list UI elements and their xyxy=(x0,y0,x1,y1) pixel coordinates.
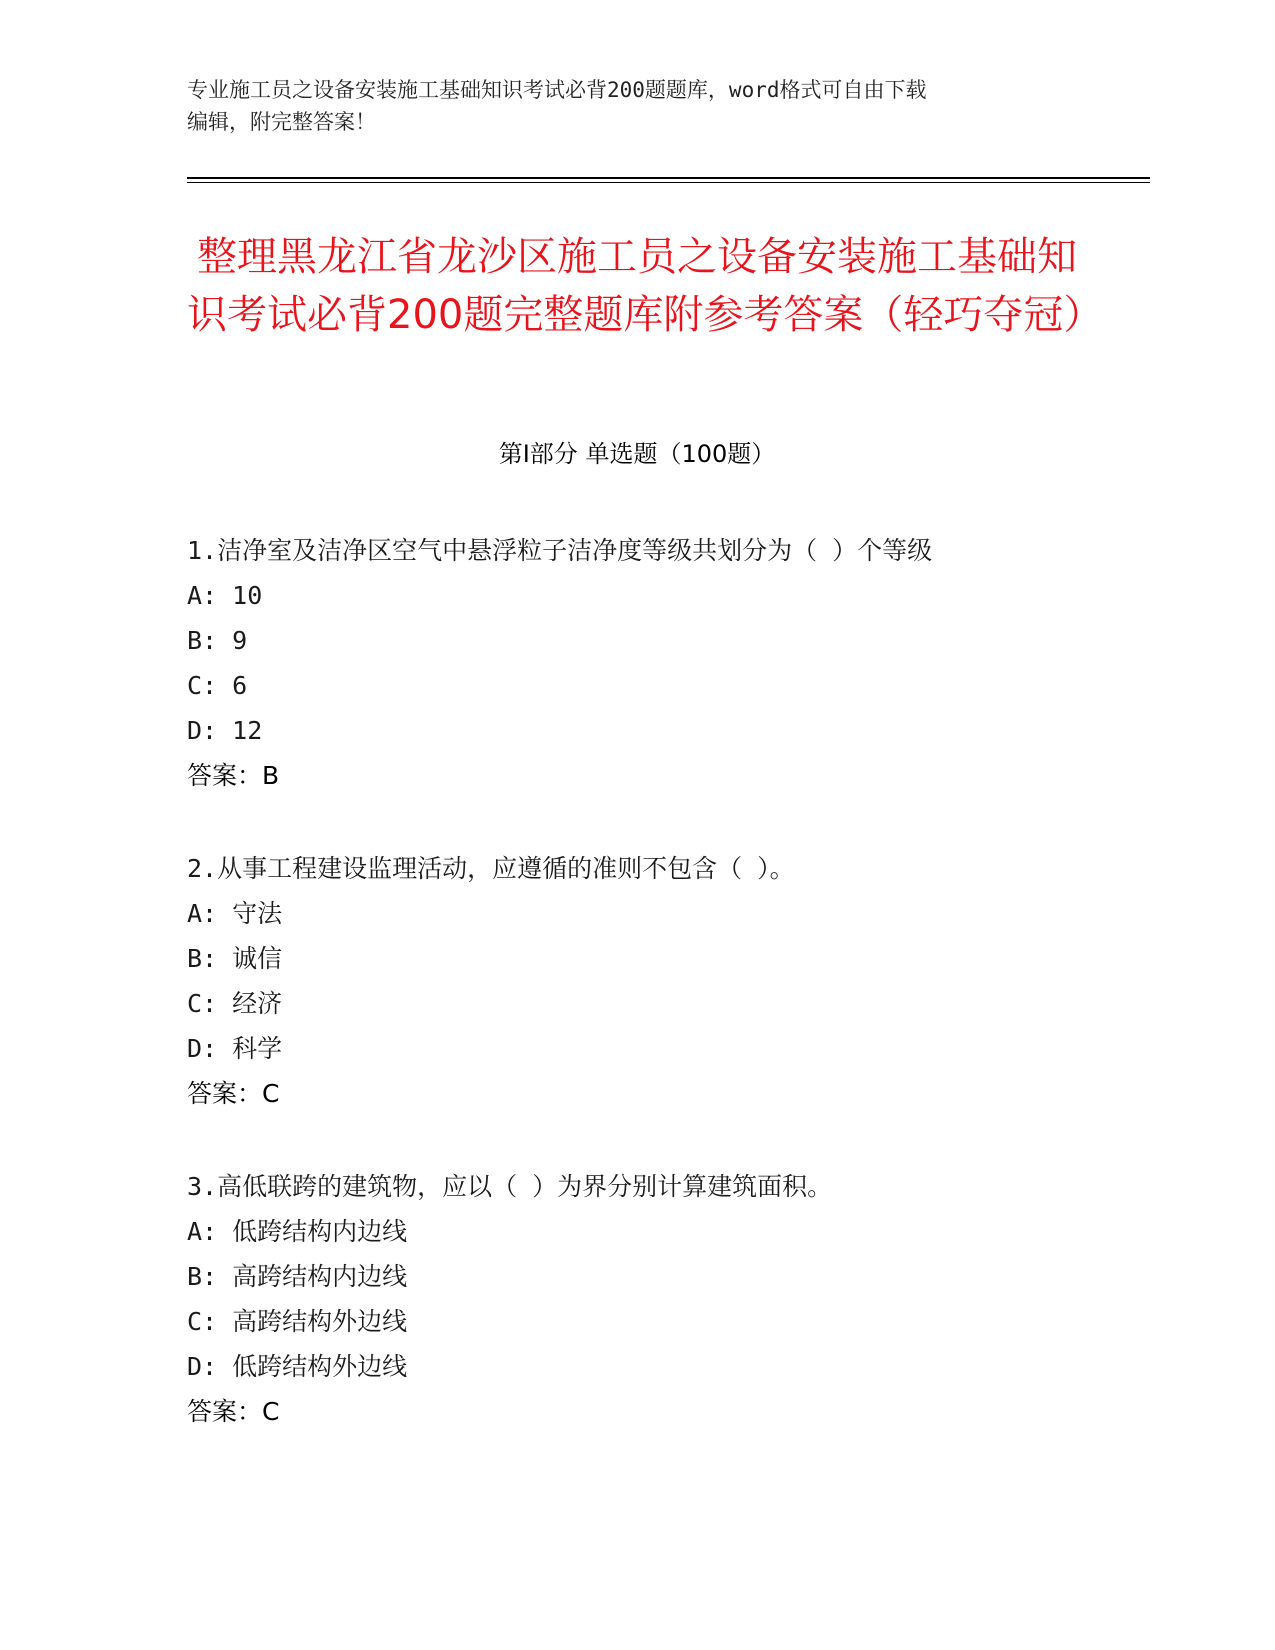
option-d: D: 低跨结构外边线 xyxy=(187,1352,408,1381)
option-d: D: 科学 xyxy=(187,1034,283,1063)
option-b: B: 9 xyxy=(187,626,248,655)
option-a: A: 10 xyxy=(187,581,263,610)
option-d: D: 12 xyxy=(187,716,263,745)
header-rule-thick xyxy=(187,177,1150,179)
option-c: C: 高跨结构外边线 xyxy=(187,1307,408,1336)
option-b: B: 诚信 xyxy=(187,944,283,973)
section-heading: 第Ⅰ部分 单选题（100题） xyxy=(498,440,776,468)
option-a: A: 低跨结构内边线 xyxy=(187,1217,408,1246)
question-item xyxy=(187,528,1147,798)
question-item xyxy=(187,846,1147,1116)
option-c: C: 经济 xyxy=(187,989,283,1018)
header-rule-thin xyxy=(187,182,1150,183)
question-stem: 2.从事工程建设监理活动，应遵循的准则不包含（ ）。 xyxy=(187,854,795,883)
header-note xyxy=(187,74,1087,138)
question-item xyxy=(187,1164,1147,1434)
header-note-line-2: 编辑，附完整答案！ xyxy=(187,110,376,134)
option-c: C: 6 xyxy=(187,671,248,700)
answer-line: 答案：C xyxy=(187,1079,280,1108)
header-note-line-1: 专业施工员之设备安装施工基础知识考试必背200题题库，word格式可自由下载 xyxy=(187,78,927,102)
document-title: 整理黑龙江省龙沙区施工员之设备安装施工基础知识考试必背200题完整题库附参考答案（轻巧夺冠） xyxy=(187,234,1104,338)
question-stem: 1.洁净室及洁净区空气中悬浮粒子洁净度等级共划分为（ ）个等级 xyxy=(187,536,933,565)
option-b: B: 高跨结构内边线 xyxy=(187,1262,408,1291)
answer-line: 答案：B xyxy=(187,761,280,790)
question-stem: 3.高低联跨的建筑物，应以（ ）为界分别计算建筑面积。 xyxy=(187,1172,833,1201)
option-a: A: 守法 xyxy=(187,899,283,928)
answer-line: 答案：C xyxy=(187,1397,280,1426)
